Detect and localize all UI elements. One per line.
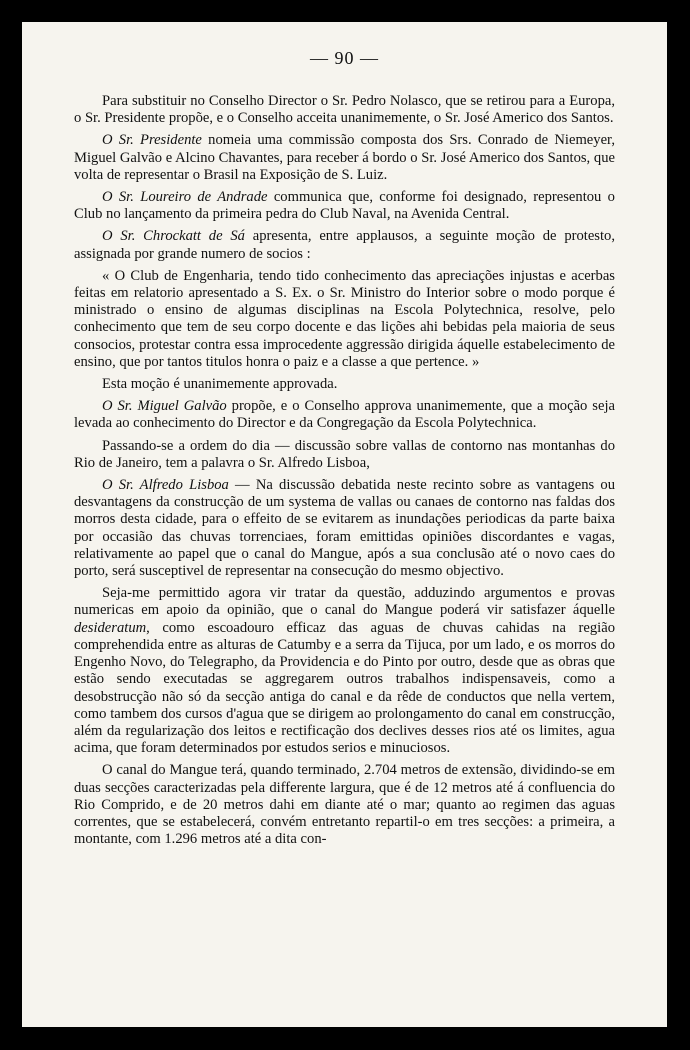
paragraph-text: Esta moção é unanimemente approvada. [102,376,338,393]
paragraph [74,189,615,223]
emphasis-text: desideratum [74,619,147,636]
paragraph [74,438,615,472]
paragraph-text: Para substituir no Conselho Director o Sr. Pedro Nolasco, que se retirou para a Europa, o Sr. Presidente propõe, e o Conselho acceita unanimemente, o Sr. José Americo dos Santos. [74,93,615,127]
document-page [22,22,667,1027]
paragraph [74,132,615,184]
paragraph-text: nomeia uma commissão composta dos Srs. Conrado de Niemeyer, Miguel Galvão e Alcino Chavantes, para receber á bordo o Sr. José Americo dos Santos, que volta de representar o Brasil na Exposição de S. Luiz. [74,132,615,183]
paragraph [74,762,615,848]
speaker-name: O Sr. Chrockatt de Sá [102,228,245,245]
paragraph [74,398,615,432]
paragraph-text: Seja-me permittido agora vir tratar da questão, adduzindo argumentos e provas numericas em apoio da opinião, que o canal do Mangue poderá vir satisfazer áquelle [74,585,615,619]
paragraph [74,228,615,262]
page-number: — 90 — [310,48,379,68]
paragraph-text: Passando-se a ordem do dia — discussão sobre vallas de contorno nas montanhas do Rio de Janeiro, tem a palavra o Sr. Alfredo Lisboa, [74,437,615,471]
paragraph-text: apresenta, entre applausos, a seguinte moção de protesto, assignada por grande numero de socios : [74,228,615,262]
paragraph-text: « O Club de Engenharia, tendo tido conhecimento das apreciações injustas e acerbas feitas em relatorio apresentado a S. Ex. o Sr. Ministro do Interior sobre o modo porque é ministrado o ensino de algumas disciplinas na Escola Polytechnica, resolve, pelo conhecimento que tem de seu corpo docente e das lições ahi bebidas pela maioria de seus consocios, protestar contra essa improcedente aggressão dirigida áquelle estabelecimento de ensino, que por tantos titulos honra o paiz e a classe a que pertence. » [74,267,615,370]
paragraph-text: propõe, e o Conselho approva unanimemente, que a moção seja levada ao conhecimento do Director e da Congregação da Escola Polytechnica. [74,398,615,432]
paragraph [74,93,615,127]
paragraph-text: , como escoadouro efficaz das aguas de chuvas cahidas na região comprehendida entre as alturas de Catumby e a serra da Tijuca, por um lado, e os morros do Engenho Novo, do Telegrapho, da Providencia e do Pinto por outro, desde que as obras que estão sendo executadas se aggregarem outros trabalhos indispensaveis, como a desobstrucção não só da secção antiga do canal e da rêde de conductos que nella vertem, como tambem dos cursos d'agua que se dirigem ao prolongamento do canal em construcção, além da regularização dos leitos e rectificação dos declives desses rios até os limites, agua acima, que foram determinados por estudos serios e minuciosos. [74,619,615,757]
paragraph [74,585,615,757]
paragraph [74,376,615,393]
paragraph [74,477,615,580]
speaker-name: O Sr. Alfredo Lisboa [102,477,229,494]
motion-quote [74,268,615,371]
speaker-name: O Sr. Miguel Galvão [102,398,227,415]
paragraph-text: communica que, conforme foi designado, representou o Club no lançamento da primeira pedra do Club Naval, na Avenida Central. [74,189,615,223]
speaker-name: O Sr. Loureiro de Andrade [102,189,268,206]
speaker-name: O Sr. Presidente [102,132,202,149]
paragraph-text: — Na discussão debatida neste recinto sobre as vantagens ou desvantagens da construcção de um systema de vallas ou canaes de contorno nas faldas dos morros desta cidade, para o effeito de se evitarem as inundações periodicas da parte baixa por occasião das chuvas torrenciaes, foram emittidas opiniões discordantes e vagas, relativamente ao papel que o canal do Mangue, após a sua conclusão até o novo caes do porto, será susceptivel de representar na consecução do mesmo objectivo. [74,477,615,580]
paragraph-text: O canal do Mangue terá, quando terminado, 2.704 metros de extensão, dividindo-se em duas secções caracterizadas pela differente largura, que é de 12 metros até á confluencia do Rio Comprido, e de 20 metros dahi em diante até o mar; quanto ao regimen das aguas correntes, que se estabelecerá, convém entretanto repartil-o em tres secções: a primeira, a montante, com 1.296 metros até a dita con- [74,762,615,848]
